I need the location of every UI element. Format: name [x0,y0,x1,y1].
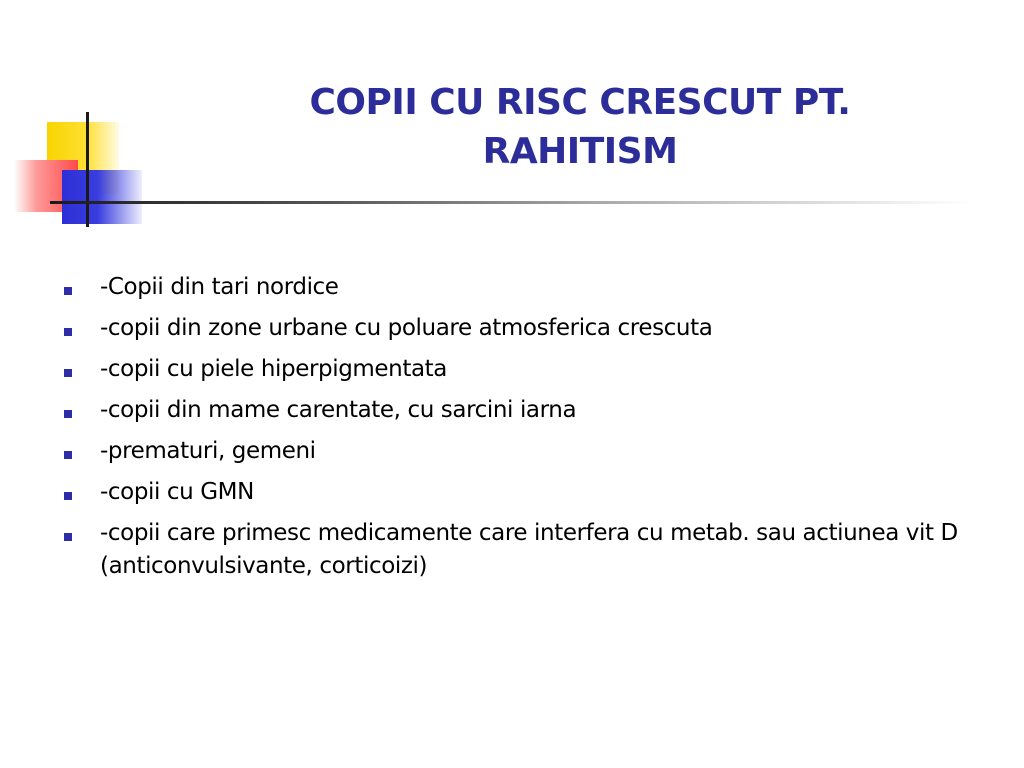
square-bullet-icon [64,287,72,295]
square-bullet-icon [64,328,72,336]
list-item [62,271,1002,304]
list-item [62,353,1002,386]
list-item-text: -copii din mame carentate, cu sarcini iarna [100,397,577,423]
list-item-text: -copii din zone urbane cu poluare atmosferica crescuta [100,315,713,341]
vertical-rule [86,112,89,227]
bullet-list [62,271,1002,591]
list-item [62,312,1002,345]
slide-title [200,78,960,176]
square-bullet-icon [64,492,72,500]
square-bullet-icon [64,533,72,541]
list-item [62,517,1002,583]
list-item [62,394,1002,427]
list-item-text: -copii cu GMN [100,479,254,505]
list-item-text: -prematuri, gemeni [100,438,316,464]
list-item [62,435,1002,468]
blue-square [62,170,142,224]
slide-title-line-1: COPII CU RISC CRESCUT PT. [309,82,851,123]
list-item-text: -Copii din tari nordice [100,274,339,300]
list-item-text: -copii cu piele hiperpigmentata [100,356,447,382]
square-bullet-icon [64,410,72,418]
list-item [62,476,1002,509]
square-bullet-icon [64,369,72,377]
decorative-squares-logo-icon [0,0,160,240]
title-underline-rule [50,201,970,204]
slide-title-line-2: RAHITISM [482,131,678,172]
list-item-text: -copii care primesc medicamente care interfera cu metab. sau actiunea vit D (anticonvulsivante, corticoizi) [100,520,958,579]
square-bullet-icon [64,451,72,459]
